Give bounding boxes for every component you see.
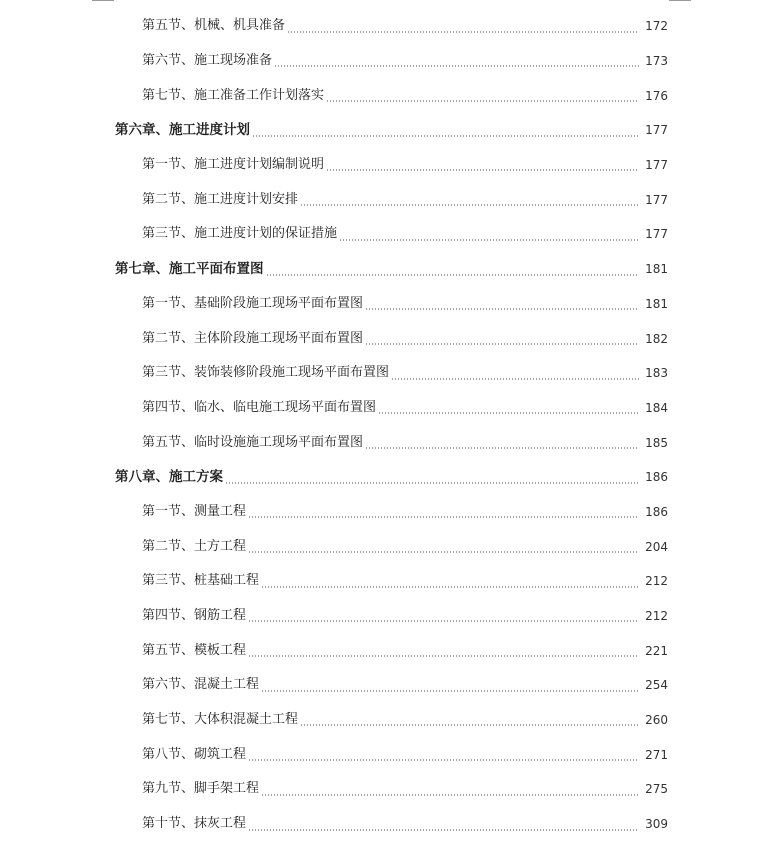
toc-entry-title: 第五节、模板工程 — [142, 642, 247, 658]
toc-entry-section[interactable] — [0, 495, 779, 530]
toc-page-number: 177 — [645, 227, 668, 242]
toc-page-number: 212 — [645, 609, 668, 624]
toc-page-number: 183 — [645, 366, 668, 381]
toc-dot-leader — [261, 690, 639, 692]
toc-dot-leader — [248, 759, 639, 761]
toc-dot-leader — [261, 586, 639, 588]
toc-entry-title: 第六章、施工进度计划 — [115, 122, 250, 139]
toc-entry-title: 第六节、施工现场准备 — [142, 53, 273, 69]
toc-entry-section[interactable] — [0, 703, 779, 738]
toc-page-number: 212 — [645, 574, 668, 589]
toc-dot-leader — [287, 31, 639, 33]
toc-entry-title: 第三节、施工进度计划的保证措施 — [142, 226, 338, 242]
toc-page-number: 271 — [645, 747, 668, 762]
toc-entry-section[interactable] — [0, 44, 779, 79]
toc-entry-section[interactable] — [0, 772, 779, 807]
toc-entry-section[interactable] — [0, 148, 779, 183]
toc-entry-title: 第三节、桩基础工程 — [142, 573, 260, 589]
toc-page-number: 204 — [645, 539, 668, 554]
toc-page-number: 221 — [645, 643, 668, 658]
toc-dot-leader — [300, 724, 639, 726]
page-corner-mark-right — [669, 0, 691, 1]
toc-entry-title: 第五节、机械、机具准备 — [142, 18, 286, 34]
toc-entry-title: 第六节、混凝土工程 — [142, 677, 260, 693]
toc-entry-section[interactable] — [0, 287, 779, 322]
toc-entry-section[interactable] — [0, 599, 779, 634]
toc-page-number: 177 — [645, 192, 668, 207]
toc-entry-section[interactable] — [0, 668, 779, 703]
toc-page-number: 186 — [645, 470, 668, 485]
toc-page-number: 173 — [645, 54, 668, 69]
toc-entry-title: 第七节、大体积混凝土工程 — [142, 712, 299, 728]
toc-entry-title: 第七章、施工平面布置图 — [115, 261, 264, 278]
toc-page-number: 181 — [645, 296, 668, 311]
toc-page-number: 185 — [645, 435, 668, 450]
toc-page-number: 254 — [645, 678, 668, 693]
toc-entry-title: 第八节、砌筑工程 — [142, 746, 247, 762]
toc-entry-section[interactable] — [0, 529, 779, 564]
toc-entry-title: 第二节、主体阶段施工现场平面布置图 — [142, 330, 364, 346]
toc-entry-title: 第四节、钢筋工程 — [142, 608, 247, 624]
toc-dot-leader — [261, 794, 639, 796]
toc-entry-section[interactable] — [0, 356, 779, 391]
toc-entry-title: 第七节、施工准备工作计划落实 — [142, 87, 325, 103]
page-corner-mark-left — [92, 0, 114, 1]
toc-entry-section[interactable] — [0, 564, 779, 599]
toc-dot-leader — [248, 655, 639, 657]
toc-entry-title: 第十节、抹灰工程 — [142, 816, 247, 832]
toc-page-number: 309 — [645, 817, 668, 832]
toc-dot-leader — [365, 308, 639, 310]
toc-dot-leader — [266, 274, 640, 276]
toc-entry-section[interactable] — [0, 321, 779, 356]
toc-entry-section[interactable] — [0, 807, 779, 842]
toc-dot-leader — [339, 239, 639, 241]
toc-page-number: 176 — [645, 88, 668, 103]
toc-entry-title: 第九节、脚手架工程 — [142, 781, 260, 797]
toc-dot-leader — [326, 169, 639, 171]
toc-dot-leader — [248, 620, 639, 622]
toc-entry-chapter[interactable] — [0, 252, 779, 287]
toc-entry-title: 第五节、临时设施施工现场平面布置图 — [142, 434, 364, 450]
toc-entry-section[interactable] — [0, 737, 779, 772]
toc-entry-title: 第一节、测量工程 — [142, 503, 247, 519]
toc-entry-title: 第八章、施工方案 — [115, 469, 223, 486]
toc-dot-leader — [365, 447, 639, 449]
toc-entry-title: 第三节、装饰装修阶段施工现场平面布置图 — [142, 365, 390, 381]
toc-entry-section[interactable] — [0, 182, 779, 217]
toc-dot-leader — [391, 378, 639, 380]
toc-page-number: 182 — [645, 331, 668, 346]
toc-entry-title: 第一节、基础阶段施工现场平面布置图 — [142, 295, 364, 311]
toc-dot-leader — [326, 100, 639, 102]
toc-entry-section[interactable] — [0, 633, 779, 668]
toc-dot-leader — [248, 516, 639, 518]
toc-page-number: 186 — [645, 504, 668, 519]
toc-entry-section[interactable] — [0, 425, 779, 460]
table-of-contents — [0, 9, 779, 842]
toc-entry-title: 第一节、施工进度计划编制说明 — [142, 157, 325, 173]
toc-page-number: 177 — [645, 158, 668, 173]
toc-entry-section[interactable] — [0, 391, 779, 426]
toc-page-number: 260 — [645, 713, 668, 728]
toc-dot-leader — [248, 551, 639, 553]
toc-entry-title: 第二节、施工进度计划安排 — [142, 191, 299, 207]
toc-page-number: 184 — [645, 400, 668, 415]
toc-entry-title: 第二节、土方工程 — [142, 538, 247, 554]
toc-dot-leader — [378, 412, 639, 414]
toc-dot-leader — [274, 65, 639, 67]
toc-page-number: 172 — [645, 19, 668, 34]
toc-dot-leader — [365, 343, 639, 345]
toc-page-number: 177 — [645, 123, 668, 138]
toc-dot-leader — [248, 829, 639, 831]
toc-dot-leader — [225, 482, 639, 484]
toc-entry-chapter[interactable] — [0, 113, 779, 148]
toc-entry-section[interactable] — [0, 9, 779, 44]
toc-dot-leader — [300, 204, 639, 206]
toc-page-number: 275 — [645, 782, 668, 797]
toc-dot-leader — [252, 135, 639, 137]
toc-entry-section[interactable] — [0, 217, 779, 252]
toc-entry-section[interactable] — [0, 78, 779, 113]
toc-entry-chapter[interactable] — [0, 460, 779, 495]
toc-page-number: 181 — [645, 262, 668, 277]
toc-entry-title: 第四节、临水、临电施工现场平面布置图 — [142, 399, 377, 415]
